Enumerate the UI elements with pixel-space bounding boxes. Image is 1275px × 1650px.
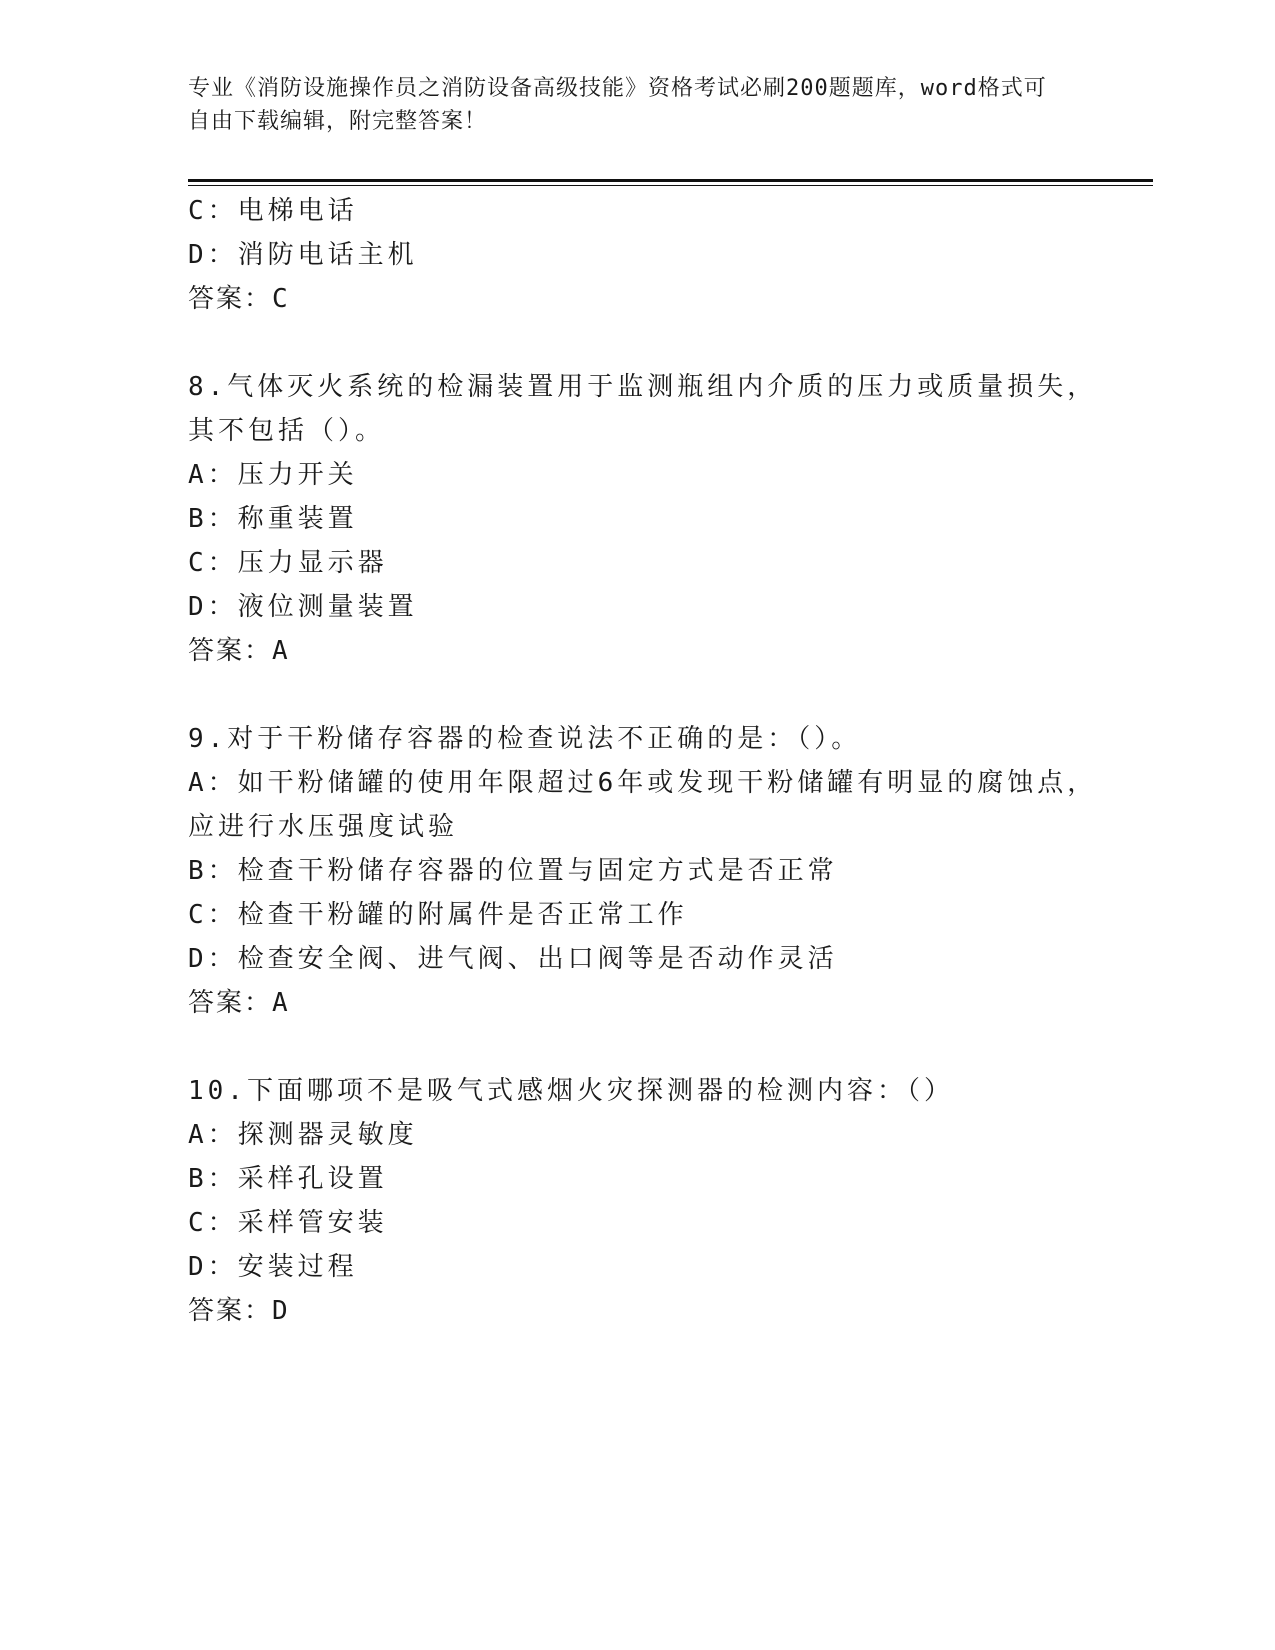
q8-question-line2: 其不包括（）。 bbox=[188, 416, 386, 446]
q9-answer: 答案：A bbox=[188, 988, 290, 1018]
header-divider-thick bbox=[188, 179, 1153, 182]
q8-question-line1: 8.气体灭火系统的检漏装置用于监测瓶组内介质的压力或质量损失， bbox=[188, 372, 1098, 402]
q10-answer: 答案：D bbox=[188, 1296, 290, 1326]
header-divider-thin bbox=[188, 185, 1153, 186]
q10-question: 10.下面哪项不是吸气式感烟火灾探测器的检测内容：（） bbox=[188, 1076, 954, 1106]
q9-option-a-line2: 应进行水压强度试验 bbox=[188, 812, 459, 842]
q9-option-d: D：检查安全阀、进气阀、出口阀等是否动作灵活 bbox=[188, 944, 838, 974]
q7-option-d: D：消防电话主机 bbox=[188, 240, 418, 270]
q10-option-b: B：采样孔设置 bbox=[188, 1164, 388, 1194]
q9-option-c: C：检查干粉罐的附属件是否正常工作 bbox=[188, 900, 688, 930]
q10-option-d: D：安装过程 bbox=[188, 1252, 358, 1282]
q8-option-c: C：压力显示器 bbox=[188, 548, 388, 578]
q10-option-c: C：采样管安装 bbox=[188, 1208, 388, 1238]
q9-question: 9.对于干粉储存容器的检查说法不正确的是：（）。 bbox=[188, 724, 862, 754]
q9-option-b: B：检查干粉储存容器的位置与固定方式是否正常 bbox=[188, 856, 838, 886]
document-header: 专业《消防设施操作员之消防设备高级技能》资格考试必刷200题题库，word格式可自由下载编辑，附完整答案！ bbox=[188, 76, 1047, 134]
q9-option-a-line1: A：如干粉储罐的使用年限超过6年或发现干粉储罐有明显的腐蚀点， bbox=[188, 768, 1098, 798]
q8-option-d: D：液位测量装置 bbox=[188, 592, 418, 622]
q7-option-c: C：电梯电话 bbox=[188, 196, 358, 226]
q10-option-a: A：探测器灵敏度 bbox=[188, 1120, 418, 1150]
q8-option-a: A：压力开关 bbox=[188, 460, 358, 490]
q7-answer: 答案：C bbox=[188, 284, 290, 314]
q8-option-b: B：称重装置 bbox=[188, 504, 358, 534]
q8-answer: 答案：A bbox=[188, 636, 290, 666]
